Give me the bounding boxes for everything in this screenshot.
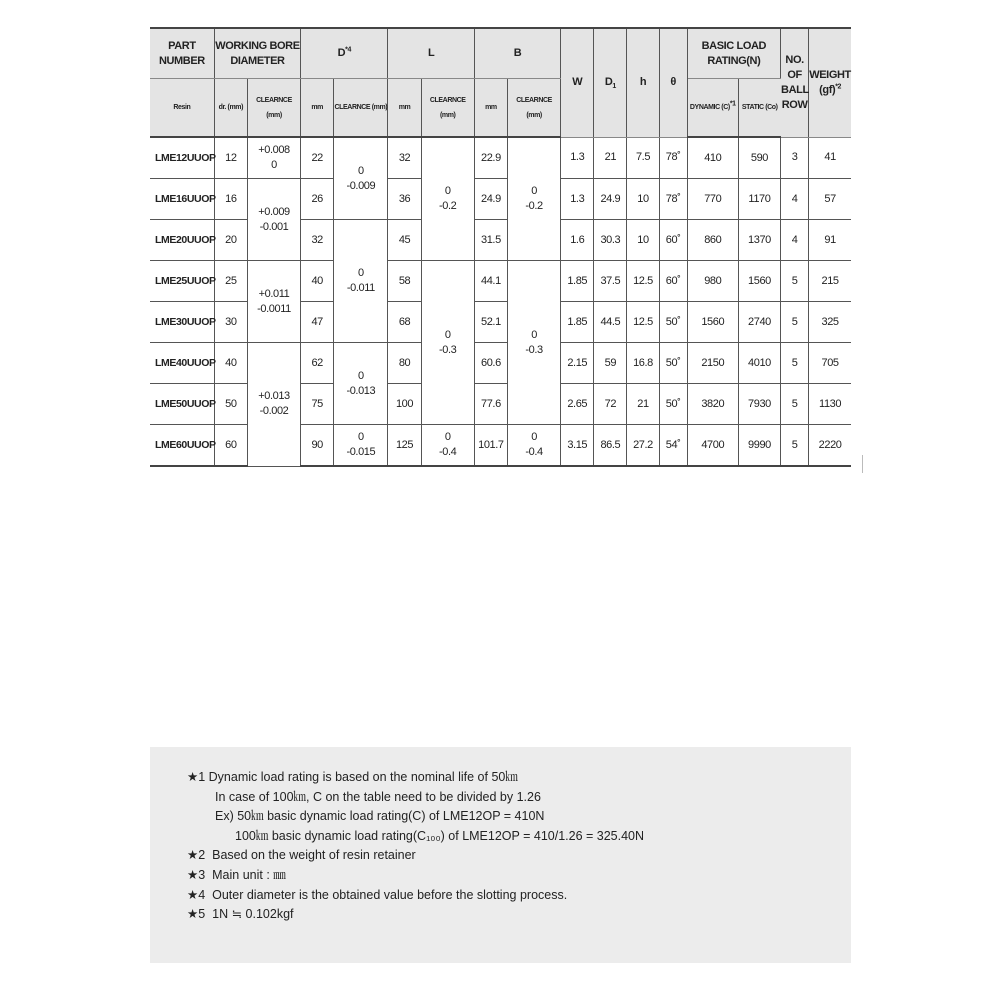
static-cell: 1170 [738, 179, 780, 220]
header-b: B [474, 28, 560, 79]
theta-cell: 50˚ [659, 343, 687, 384]
w-cell: 3.15 [561, 425, 594, 467]
header-d-clearance: CLEARNCE (mm) [334, 79, 388, 138]
b-cell: 77.6 [474, 384, 507, 425]
dr-cell: 16 [214, 179, 247, 220]
theta-cell: 60˚ [659, 220, 687, 261]
header-l-mm: mm [388, 79, 421, 138]
b-cell: 101.7 [474, 425, 507, 467]
dynamic-cell: 860 [687, 220, 738, 261]
header-no-of-ball-row: NO. OF BALL ROW [781, 28, 809, 137]
header-d1: $D_1$ [594, 28, 627, 137]
h-cell: 27.2 [627, 425, 659, 467]
d1-cell: 86.5 [594, 425, 627, 467]
dr-cell: 40 [214, 343, 247, 384]
d-clearance-cell: 0 -0.011 [334, 220, 388, 343]
weight-cell: 705 [809, 343, 851, 384]
l-clearance-cell: 0 -0.3 [421, 261, 474, 425]
d-cell: 40 [301, 261, 334, 302]
l-cell: 80 [388, 343, 421, 384]
weight-cell: 1130 [809, 384, 851, 425]
h-cell: 16.8 [627, 343, 659, 384]
b-clearance-cell: 0 -0.3 [507, 261, 560, 425]
d-cell: 26 [301, 179, 334, 220]
d-cell: 62 [301, 343, 334, 384]
d1-cell: 59 [594, 343, 627, 384]
note-2: ★2 Based on the weight of resin retainer [187, 848, 416, 863]
part-number-cell: LME20UUOP [150, 220, 214, 261]
theta-cell: 78˚ [659, 137, 687, 179]
l-cell: 125 [388, 425, 421, 467]
d1-cell: 21 [594, 137, 627, 179]
header-part-number: PART NUMBER [150, 28, 214, 79]
theta-cell: 60˚ [659, 261, 687, 302]
header-l-clearance: CLEARNCE (mm) [421, 79, 474, 138]
header-dynamic: DYNAMIC (C)*1 [687, 79, 738, 138]
part-number-cell: LME50UUOP [150, 384, 214, 425]
dynamic-cell: 770 [687, 179, 738, 220]
static-cell: 7930 [738, 384, 780, 425]
table-row [150, 179, 851, 220]
notes-box [150, 747, 851, 963]
header-l: L [388, 28, 474, 79]
b-cell: 44.1 [474, 261, 507, 302]
l-cell: 58 [388, 261, 421, 302]
weight-cell: 41 [809, 137, 851, 179]
header-theta: θ [659, 28, 687, 137]
dr-cell: 50 [214, 384, 247, 425]
b-clearance-cell: 0 -0.2 [507, 137, 560, 261]
d-clearance-cell: 0 -0.015 [334, 425, 388, 467]
h-cell: 10 [627, 220, 659, 261]
h-cell: 12.5 [627, 261, 659, 302]
dynamic-cell: 410 [687, 137, 738, 179]
specification-table [150, 27, 851, 467]
theta-cell: 50˚ [659, 302, 687, 343]
dr-cell: 12 [214, 137, 247, 179]
dr-cell: 30 [214, 302, 247, 343]
weight-cell: 57 [809, 179, 851, 220]
table-row [150, 343, 851, 384]
header-dr-mm: dr. (mm) [214, 79, 247, 138]
b-cell: 22.9 [474, 137, 507, 179]
b-clearance-cell: 0 -0.4 [507, 425, 560, 467]
header-resin: Resin [150, 79, 214, 138]
static-cell: 1560 [738, 261, 780, 302]
weight-cell: 215 [809, 261, 851, 302]
header-b-mm: mm [474, 79, 507, 138]
h-cell: 12.5 [627, 302, 659, 343]
w-cell: 1.3 [561, 137, 594, 179]
header-d-mm: mm [301, 79, 334, 138]
ball-row-cell: 3 [781, 137, 809, 179]
d1-cell: 44.5 [594, 302, 627, 343]
l-clearance-cell: 0 -0.2 [421, 137, 474, 261]
b-cell: 60.6 [474, 343, 507, 384]
header-w: W [561, 28, 594, 137]
h-cell: 7.5 [627, 137, 659, 179]
bore-clearance-cell: +0.013 -0.002 [247, 343, 300, 467]
d-clearance-cell: 0 -0.013 [334, 343, 388, 425]
header-weight: WEIGHT (gf)$^{*2}$ [809, 28, 851, 137]
bore-clearance-cell: +0.008 0 [247, 137, 300, 179]
ball-row-cell: 5 [781, 302, 809, 343]
ball-row-cell: 5 [781, 425, 809, 467]
l-clearance-cell: 0 -0.4 [421, 425, 474, 467]
static-cell: 590 [738, 137, 780, 179]
w-cell: 1.6 [561, 220, 594, 261]
d-clearance-cell: 0 -0.009 [334, 137, 388, 220]
part-number-cell: LME25UUOP [150, 261, 214, 302]
d-cell: 32 [301, 220, 334, 261]
dynamic-cell: 1560 [687, 302, 738, 343]
w-cell: 1.85 [561, 302, 594, 343]
weight-cell: 325 [809, 302, 851, 343]
d-cell: 90 [301, 425, 334, 467]
w-cell: 1.85 [561, 261, 594, 302]
note-1: ★1 Dynamic load rating is based on the nominal life of 50㎞ [187, 770, 518, 784]
note-1-line-3: Ex) 50㎞ basic dynamic load rating(C) of LME12OP = 410N [215, 809, 545, 824]
l-cell: 68 [388, 302, 421, 343]
l-cell: 36 [388, 179, 421, 220]
weight-cell: 2220 [809, 425, 851, 467]
edge-mark [862, 455, 863, 473]
note-3: ★3 Main unit : ㎜ [187, 867, 286, 882]
l-cell: 100 [388, 384, 421, 425]
dr-cell: 25 [214, 261, 247, 302]
dynamic-cell: 980 [687, 261, 738, 302]
dynamic-cell: 2150 [687, 343, 738, 384]
l-cell: 32 [388, 137, 421, 179]
h-cell: 21 [627, 384, 659, 425]
theta-cell: 50˚ [659, 384, 687, 425]
note-4: ★4 Outer diameter is the obtained value before the slotting process. [187, 887, 568, 902]
header-bore-clearance: CLEARNCE (mm) [247, 79, 300, 138]
static-cell: 9990 [738, 425, 780, 467]
part-number-cell: LME60UUOP [150, 425, 214, 467]
table-row [150, 137, 851, 179]
part-number-cell: LME16UUOP [150, 179, 214, 220]
header-h: h [627, 28, 659, 137]
part-number-cell: LME40UUOP [150, 343, 214, 384]
dr-cell: 20 [214, 220, 247, 261]
theta-cell: 54˚ [659, 425, 687, 467]
d1-cell: 24.9 [594, 179, 627, 220]
d1-cell: 30.3 [594, 220, 627, 261]
header-working-bore-diameter: WORKING BORE DIAMETER [214, 28, 300, 79]
weight-cell: 91 [809, 220, 851, 261]
ball-row-cell: 4 [781, 179, 809, 220]
w-cell: 2.15 [561, 343, 594, 384]
dynamic-cell: 4700 [687, 425, 738, 467]
theta-cell: 78˚ [659, 179, 687, 220]
header-static: STATIC (Co) [738, 79, 780, 138]
table-row [150, 261, 851, 302]
part-number-cell: LME12UUOP [150, 137, 214, 179]
static-cell: 2740 [738, 302, 780, 343]
part-number-cell: LME30UUOP [150, 302, 214, 343]
d-cell: 75 [301, 384, 334, 425]
note-1-line-4: 100㎞ basic dynamic load rating(C₁₀₀) of LME12OP = 410/1.26 = 325.40N [235, 828, 645, 843]
header-d: $D^{*4}$ [301, 28, 388, 79]
static-cell: 4010 [738, 343, 780, 384]
b-cell: 31.5 [474, 220, 507, 261]
ball-row-cell: 4 [781, 220, 809, 261]
b-cell: 52.1 [474, 302, 507, 343]
l-cell: 45 [388, 220, 421, 261]
header-b-clearance: CLEARNCE (mm) [507, 79, 560, 138]
bore-clearance-cell: +0.011 -0.0011 [247, 261, 300, 343]
dr-cell: 60 [214, 425, 247, 467]
bore-clearance-cell: +0.009 -0.001 [247, 179, 300, 261]
d-cell: 47 [301, 302, 334, 343]
d1-cell: 72 [594, 384, 627, 425]
header-basic-load-rating: BASIC LOAD RATING(N) [687, 28, 780, 79]
d1-cell: 37.5 [594, 261, 627, 302]
h-cell: 10 [627, 179, 659, 220]
dynamic-cell: 3820 [687, 384, 738, 425]
b-cell: 24.9 [474, 179, 507, 220]
w-cell: 2.65 [561, 384, 594, 425]
note-1-line-2: In case of 100㎞, C on the table need to be divided by 1.26 [215, 789, 541, 804]
note-5: ★5 1N ≒ 0.102kgf [187, 907, 294, 922]
static-cell: 1370 [738, 220, 780, 261]
ball-row-cell: 5 [781, 261, 809, 302]
ball-row-cell: 5 [781, 384, 809, 425]
w-cell: 1.3 [561, 179, 594, 220]
ball-row-cell: 5 [781, 343, 809, 384]
d-cell: 22 [301, 137, 334, 179]
